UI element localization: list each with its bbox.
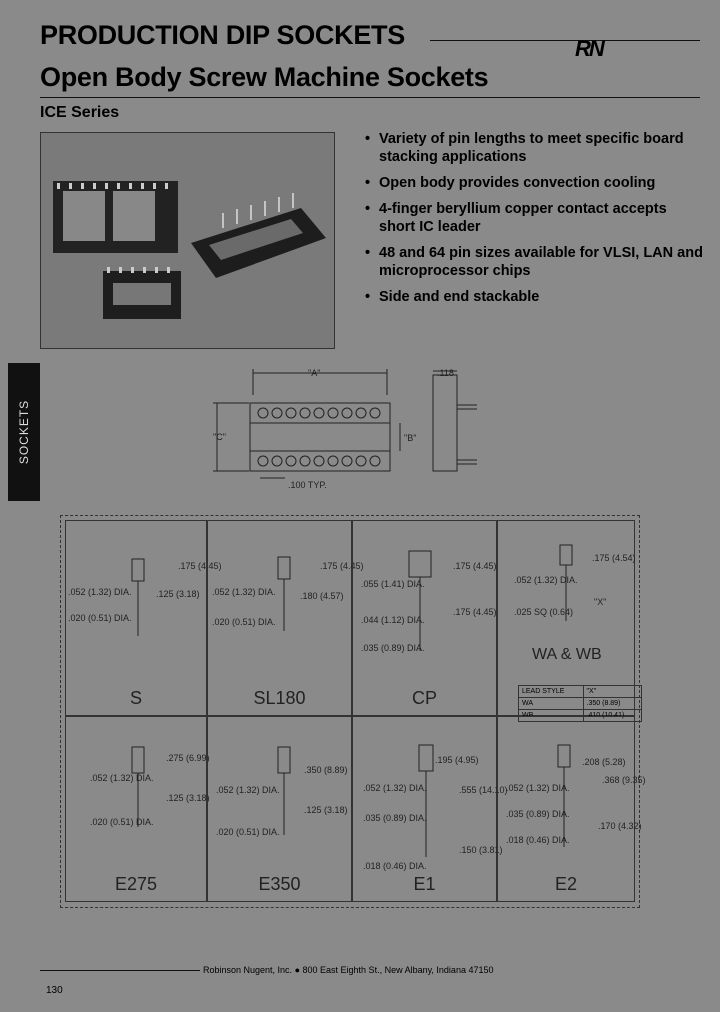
table-cell: WB <box>519 710 584 722</box>
dim-label: .208 (5.28) <box>582 757 626 767</box>
pin-style-name: CP <box>411 688 437 708</box>
feature-item: • Variety of pin lengths to meet specific board stacking applications <box>363 130 703 166</box>
footer-text <box>203 965 493 975</box>
pin-style-cell <box>352 520 497 716</box>
footer-company: Robinson Nugent, Inc. <box>203 965 293 975</box>
table-cell: WA <box>519 698 584 710</box>
footer-rule <box>40 970 200 971</box>
dim-label: .175 (4.45) <box>453 561 497 571</box>
dim-label: .020 (0.51) DIA. <box>68 613 132 623</box>
series-label: ICE Series <box>40 104 120 121</box>
dim-label: .195 (4.95) <box>435 755 479 765</box>
dim-a-label: "A" <box>308 368 321 378</box>
feature-item: • Open body provides convection cooling <box>363 174 703 192</box>
pin-style-cell <box>65 520 222 716</box>
product-photo <box>40 132 335 349</box>
dim-label: .052 (1.32) DIA. <box>68 587 132 597</box>
dim-label: .170 (4.32) <box>598 821 642 831</box>
dim-top-label: .118 <box>437 368 454 378</box>
dim-label: .350 (8.89) <box>304 765 348 775</box>
pin-style-name: S <box>129 688 142 708</box>
title-rule <box>430 40 700 41</box>
pin-style-name: SL180 <box>253 688 306 708</box>
pin-style-name: WA & WB <box>532 646 602 663</box>
company-logo: RN <box>575 36 603 61</box>
dim-label: .052 (1.32) DIA. <box>212 587 276 597</box>
dim-label: .052 (1.32) DIA. <box>90 773 154 783</box>
dim-b-label: "B" <box>404 433 417 443</box>
dim-label: .052 (1.32) DIA. <box>363 783 427 793</box>
pin-style-cell <box>497 520 636 719</box>
dim-label: .125 (3.18) <box>304 805 348 815</box>
subtitle-rule <box>40 97 700 98</box>
footer-address: 800 East Eighth St., New Albany, Indiana 47150 <box>302 965 494 975</box>
dim-label: .025 SQ (0.64) <box>514 607 574 617</box>
dim-label: .275 (6.99) <box>166 753 210 763</box>
section-tab <box>8 363 40 501</box>
dim-c-label: "C" <box>213 432 226 442</box>
feature-item: • 4-finger beryllium copper contact accepts short IC leader <box>363 200 703 236</box>
pin-style-name: E275 <box>114 874 158 894</box>
dim-label: .055 (1.41) DIA. <box>361 579 425 589</box>
socket-dimension-drawing <box>205 365 495 490</box>
dim-label: .020 (0.51) DIA. <box>216 827 280 837</box>
dim-label: .018 (0.46) DIA. <box>363 861 427 871</box>
dim-label: .180 (4.57) <box>300 591 344 601</box>
dim-label: .052 (1.32) DIA. <box>514 575 578 585</box>
dim-label: .175 (4.45) <box>320 561 364 571</box>
table-header: "X" <box>583 686 641 698</box>
table-cell: .410 (10.41) <box>583 710 641 722</box>
socket-illustration <box>41 133 335 349</box>
dim-label: .018 (0.46) DIA. <box>506 835 570 845</box>
dim-label: .125 (3.18) <box>156 589 200 599</box>
pin-style-grid <box>60 515 646 908</box>
pin-style-cell <box>65 716 210 902</box>
pin-style-cell <box>207 716 352 902</box>
dim-label: .175 (4.45) <box>178 561 222 571</box>
feature-item: • Side and end stackable <box>363 288 703 306</box>
dim-label: .555 (14.10) <box>459 785 508 795</box>
page-title: PRODUCTION DIP SOCKETS <box>40 20 405 50</box>
pin-style-name: E350 <box>258 874 301 894</box>
dim-label: "X" <box>594 597 607 607</box>
page-subtitle: Open Body Screw Machine Sockets <box>40 62 489 92</box>
pin-style-name: E1 <box>413 874 436 894</box>
dim-label: .125 (3.18) <box>166 793 210 803</box>
dim-label: .020 (0.51) DIA. <box>90 817 154 827</box>
bullet-separator-icon: ● <box>294 965 303 975</box>
table-header: LEAD STYLE <box>519 686 584 698</box>
section-tab-label: SOCKETS <box>17 399 31 465</box>
pin-drawing <box>66 717 206 857</box>
dim-label: .052 (1.32) DIA. <box>216 785 280 795</box>
feature-list <box>363 130 703 314</box>
pin-style-name: E2 <box>554 874 578 894</box>
dim-label: .044 (1.12) DIA. <box>361 615 425 625</box>
dim-label: .052 (1.32) DIA. <box>506 783 570 793</box>
pin-style-cell <box>497 716 646 902</box>
dim-label: .368 (9.35) <box>602 775 646 785</box>
dim-label: .175 (4.54) <box>592 553 636 563</box>
dim-label: .035 (0.89) DIA. <box>361 643 425 653</box>
pin-style-cell <box>352 716 508 902</box>
page-number: 130 <box>46 985 63 996</box>
table-cell: .350 (8.89) <box>583 698 641 710</box>
dim-label: .150 (3.81) <box>459 845 503 855</box>
feature-item: • 48 and 64 pin sizes available for VLSI, LAN and microprocessor chips <box>363 244 703 280</box>
dim-label: .020 (0.51) DIA. <box>212 617 276 627</box>
pin-style-cell <box>207 520 364 716</box>
dim-label: .035 (0.89) DIA. <box>363 813 427 823</box>
pitch-label: .100 TYP. <box>288 480 327 490</box>
dim-label: .035 (0.89) DIA. <box>506 809 570 819</box>
dim-label: .175 (4.45) <box>453 607 497 617</box>
